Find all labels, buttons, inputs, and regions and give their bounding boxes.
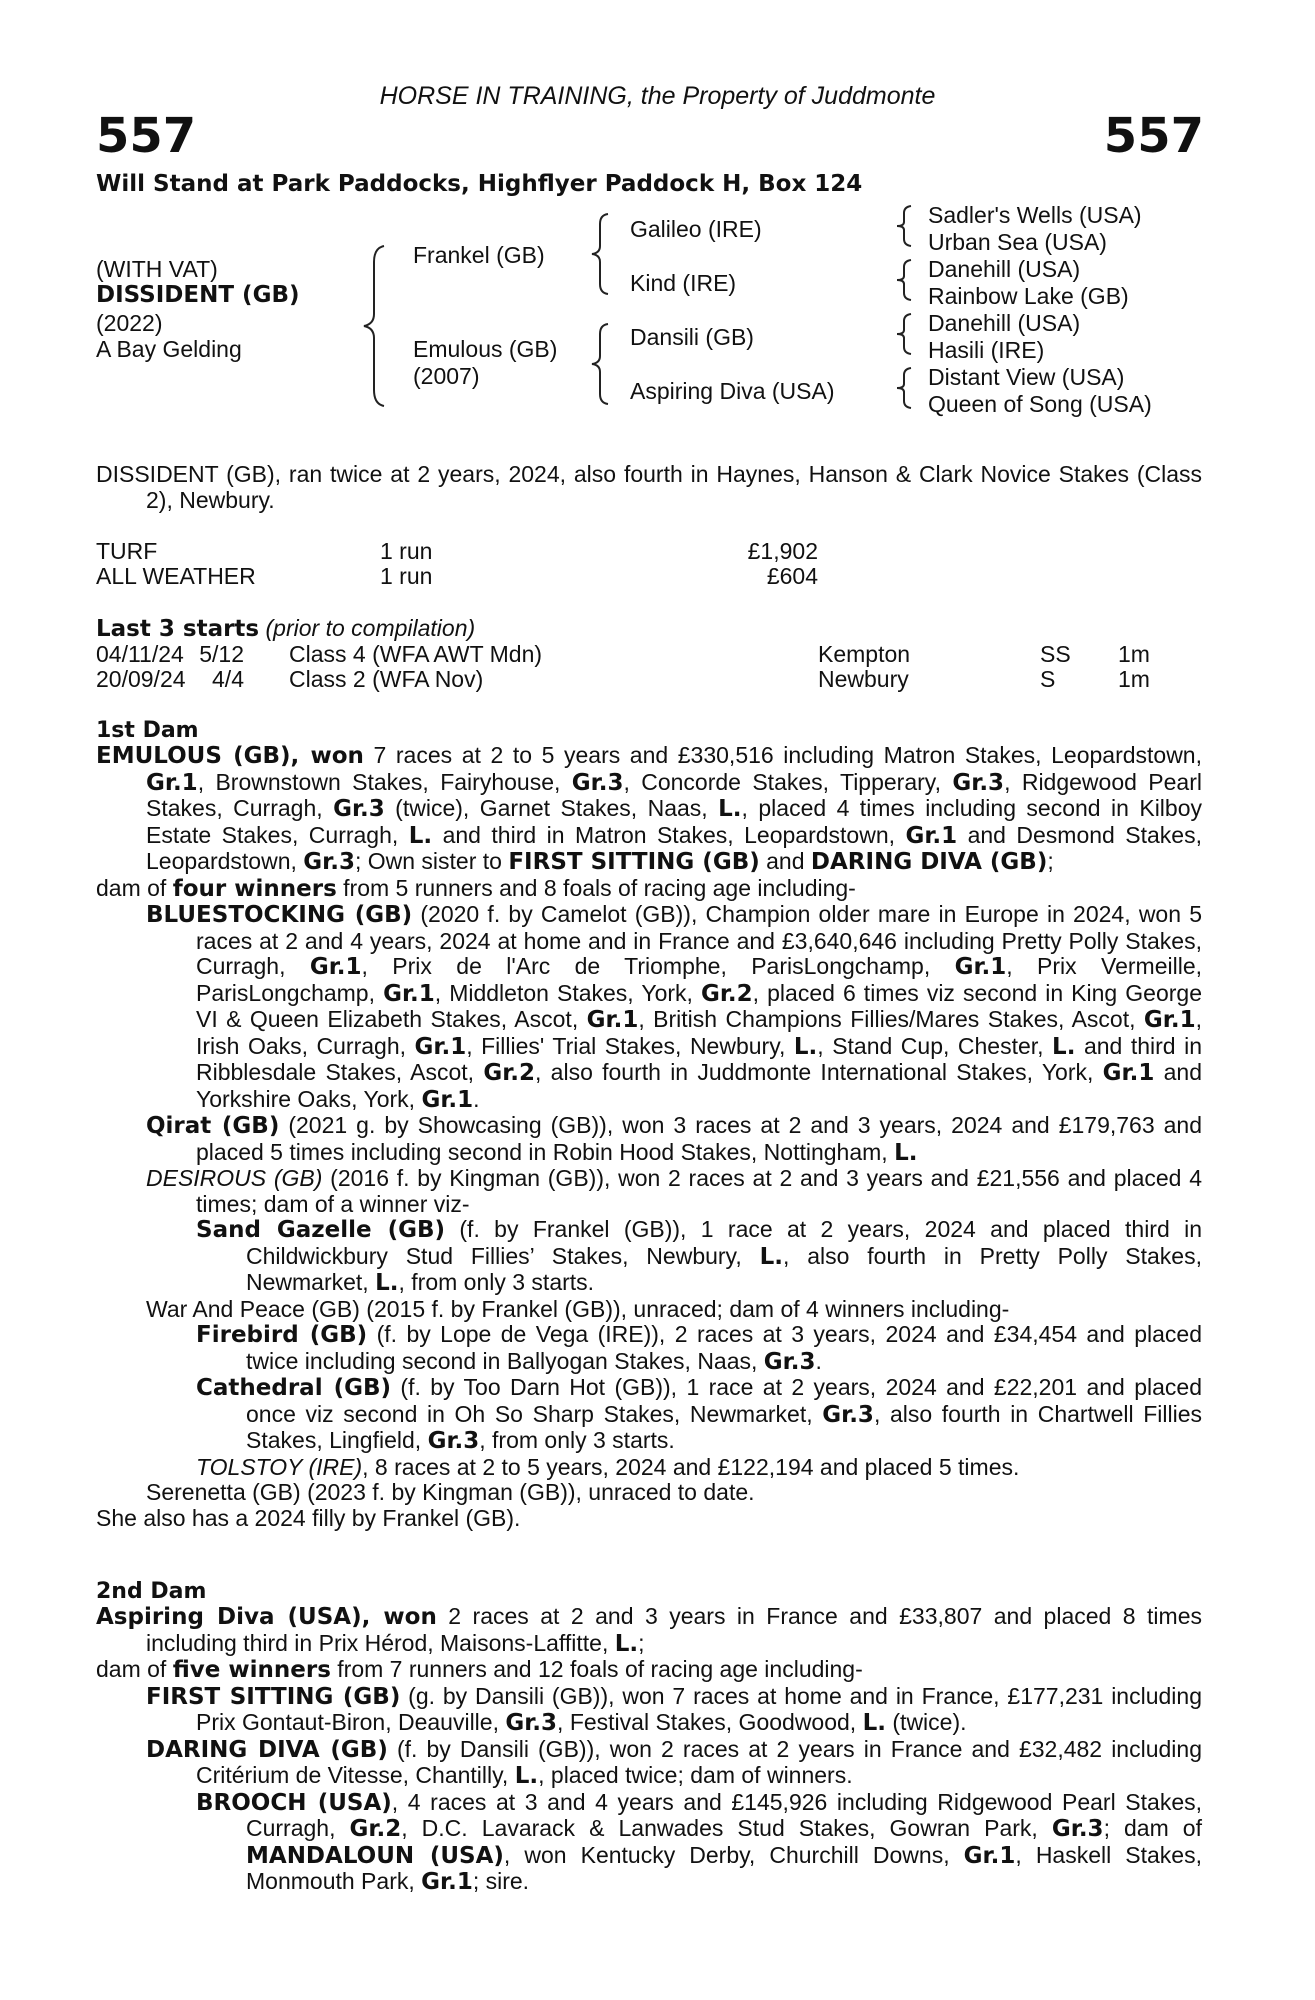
- record-runs-turf: 1 run: [380, 538, 433, 564]
- start-course: Kempton: [818, 641, 911, 667]
- record-runs-aw: 1 run: [380, 563, 433, 589]
- pedigree-brace-3d: [893, 366, 915, 410]
- pedigree-brace-3c: [893, 312, 915, 356]
- horse-year: (2022): [96, 310, 163, 336]
- last-starts-title: Last 3 starts: [96, 616, 260, 642]
- record-surface-turf: TURF: [96, 538, 158, 564]
- vat-label: (WITH VAT): [96, 256, 218, 282]
- pedigree-brace-1: [360, 244, 390, 408]
- pedigree-ddd: Queen of Song (USA): [928, 391, 1152, 417]
- page-header-title: HORSE IN TRAINING, the Property of Juddmonte: [379, 82, 936, 110]
- record-surface-aw: ALL WEATHER: [96, 563, 256, 589]
- produce-serenetta: Serenetta (GB) (2023 f. by Kingman (GB)), unraced to date.: [146, 1479, 755, 1505]
- produce-first-sitting: FIRST SITTING (GB) (g. by Dansili (GB)), won 7 races at home and in France, £177,231 including Prix Gontaut-Biron, Deauville, Gr.3, Festival Stakes, Goodwood, L. (twice).: [146, 1682, 1202, 1736]
- record-prize-turf: £1,902: [747, 538, 818, 564]
- produce-brooch: BROOCH (USA), 4 races at 3 and 4 years and £145,926 including Ridgewood Pearl Stakes, Curragh, Gr.2, D.C. Lavarack & Lanwades Stud Stakes, Gowran Park, Gr.3; dam of MANDALOUN (USA), won Kentucky Derby, Churchill Downs, Gr.1, Haskell Stakes, Monmouth Park, Gr.1; sire.: [196, 1788, 1202, 1895]
- pedigree-dss: Danehill (USA): [928, 310, 1081, 336]
- produce-tolstoy: TOLSTOY (IRE), 8 races at 2 to 5 years, 2024 and £122,194 and placed 5 times.: [196, 1453, 1020, 1480]
- pedigree-sdd: Rainbow Lake (GB): [928, 283, 1129, 309]
- race-summary: [96, 462, 1202, 513]
- second-dam-paragraph: Aspiring Diva (USA), won 2 races at 2 and 3 years in France and £33,807 and placed 8 times including third in Prix Hérod, Maisons-Laffitte, L.;: [96, 1603, 1202, 1657]
- race-summary-line1: DISSIDENT (GB), ran twice at 2 years, 2024, also fourth in Haynes, Hanson & Clark Novice: [96, 461, 1051, 487]
- pedigree-sire: Frankel (GB): [413, 242, 545, 268]
- second-dam-section: [96, 1604, 1202, 1896]
- stabling-info: Will Stand at Park Paddocks, Highflyer Paddock H, Box 124: [96, 171, 863, 197]
- start-date: 04/11/24: [96, 641, 184, 667]
- start-race: Class 4 (WFA AWT Mdn): [289, 641, 543, 667]
- first-dam-produce-intro: dam of four winners from 5 runners and 8 foals of racing age including-: [96, 874, 856, 902]
- start-position: 4/4: [212, 666, 244, 692]
- produce-desirous: DESIROUS (GB) (2016 f. by Kingman (GB)), won 2 races at 2 and 3 years and £21,556 and placed 4 times; dam of a winner viz-: [146, 1165, 1202, 1217]
- pedigree-dam-year: (2007): [413, 363, 480, 389]
- last-starts-note: (prior to compilation): [265, 615, 476, 641]
- pedigree-dsd: Hasili (IRE): [928, 337, 1045, 363]
- second-dam-produce-intro: dam of five winners from 7 runners and 12 foals of racing age including-: [96, 1656, 863, 1683]
- produce-war-and-peace: War And Peace (GB) (2015 f. by Frankel (GB)), unraced; dam of 4 winners including-: [146, 1295, 1010, 1322]
- start-position: 5/12: [199, 641, 244, 667]
- pedigree-sds: Danehill (USA): [928, 256, 1081, 282]
- record-prize-aw: £604: [766, 563, 818, 589]
- pedigree-brace-3a: [893, 204, 915, 248]
- produce-daring-diva: DARING DIVA (GB) (f. by Dansili (GB)), won 2 races at 2 years in France and £32,482 including Critérium de Vitesse, Chantilly, L., placed twice; dam of winners.: [146, 1735, 1202, 1789]
- last-starts-heading: [96, 615, 475, 642]
- pedigree-sire-sire: Galileo (IRE): [630, 216, 762, 242]
- second-dam-heading: 2nd Dam: [96, 1579, 207, 1604]
- first-dam-section: [96, 743, 1202, 1531]
- pedigree-brace-2b: [588, 322, 614, 406]
- first-dam-paragraph: EMULOUS (GB), won 7 races at 2 to 5 years and £330,516 including Matron Stakes, Leopardstown, Gr.1, Brownstown Stakes, Fairyhouse, Gr.3, Concorde Stakes, Tipperary, Gr.3, Ridgewood Pearl Stakes, Curragh, Gr.3 (twice), Garnet Stakes, Naas, L., placed 4 times including second in Kilboy Estate Stakes, Curragh, L. and third in Matron Stakes, Leopardstown, Gr.1 and Desmond Stakes, Leopardstown, Gr.3; Own sister to FIRST SITTING (GB) and DARING DIVA (GB);: [96, 742, 1202, 875]
- pedigree-brace-3b: [893, 258, 915, 302]
- lot-number-right: 557: [1103, 108, 1204, 164]
- produce-also: She also has a 2024 filly by Frankel (GB).: [96, 1504, 521, 1531]
- pedigree-dam: Emulous (GB): [413, 336, 558, 362]
- pedigree-sire-dam: Kind (IRE): [630, 270, 737, 296]
- horse-description: A Bay Gelding: [96, 336, 242, 362]
- horse-name: DISSIDENT (GB): [96, 282, 300, 308]
- start-date: 20/09/24: [96, 666, 186, 692]
- start-race: Class 2 (WFA Nov): [289, 666, 484, 692]
- produce-firebird: Firebird (GB) (f. by Lope de Vega (IRE)), 2 races at 3 years, 2024 and £34,454 and placed twice including second in Ballyogan Stakes, Naas, Gr.3.: [196, 1321, 1202, 1375]
- first-dam-name: EMULOUS (GB), won: [96, 743, 364, 769]
- start-course: Newbury: [818, 666, 909, 692]
- produce-sand-gazelle: Sand Gazelle (GB) (f. by Frankel (GB)), 1 race at 2 years, 2024 and placed third in Childwickbury Stud Fillies’ Stakes, Newbury, L., also fourth in Pretty Polly Stakes, Newmarket, L., from only 3 starts.: [196, 1216, 1203, 1296]
- pedigree-brace-2a: [588, 212, 614, 296]
- pedigree-ssd: Urban Sea (USA): [928, 229, 1107, 255]
- start-going: SS: [1040, 641, 1071, 667]
- race-summary-line2: Stakes (Class 2), Newbury.: [146, 461, 1203, 513]
- start-distance: 1m: [1118, 666, 1150, 692]
- produce-cathedral: Cathedral (GB) (f. by Too Darn Hot (GB)), 1 race at 2 years, 2024 and £22,201 and placed once viz second in Oh So Sharp Stakes, Newmarket, Gr.3, also fourth in Chartwell Fillies Stakes, Lingfield, Gr.3, from only 3 starts.: [196, 1374, 1202, 1454]
- produce-qirat: Qirat (GB) (2021 g. by Showcasing (GB)), won 3 races at 2 and 3 years, 2024 and £179,763 and placed 5 times including second in Robin Hood Stakes, Nottingham, L.: [146, 1112, 1202, 1166]
- pedigree-dds: Distant View (USA): [928, 364, 1125, 390]
- lot-number-left: 557: [96, 108, 197, 164]
- pedigree-dam-sire: Dansili (GB): [630, 324, 754, 350]
- pedigree-sss: Sadler's Wells (USA): [928, 202, 1142, 228]
- start-going: S: [1040, 666, 1056, 692]
- produce-bluestocking: BLUESTOCKING (GB) (2020 f. by Camelot (GB)), Champion older mare in Europe in 2024, won 5 races at 2 and 4 years, 2024 at home and in France and £3,640,646 including Pretty Polly Stakes, Curragh, Gr.1, Prix de l'Arc de Triomphe, ParisLongchamp, Gr.1, Prix Vermeille, ParisLongchamp, Gr.1, Middleton Stakes, York, Gr.2, placed 6 times viz second in King George VI & Queen Elizabeth Stakes, Ascot, Gr.1, British Champions Fillies/Mares Stakes, Ascot, Gr.1, Irish Oaks, Curragh, Gr.1, Fillies' Trial Stakes, Newbury, L., Stand Cup, Chester, L. and third in Ribblesdale Stakes, Ascot, Gr.2, also fourth in Juddmonte International Stakes, York, Gr.1 and Yorkshire Oaks, York, Gr.1.: [146, 901, 1203, 1113]
- start-distance: 1m: [1118, 641, 1150, 667]
- pedigree-dam-dam: Aspiring Diva (USA): [630, 378, 835, 404]
- first-dam-heading: 1st Dam: [96, 718, 199, 743]
